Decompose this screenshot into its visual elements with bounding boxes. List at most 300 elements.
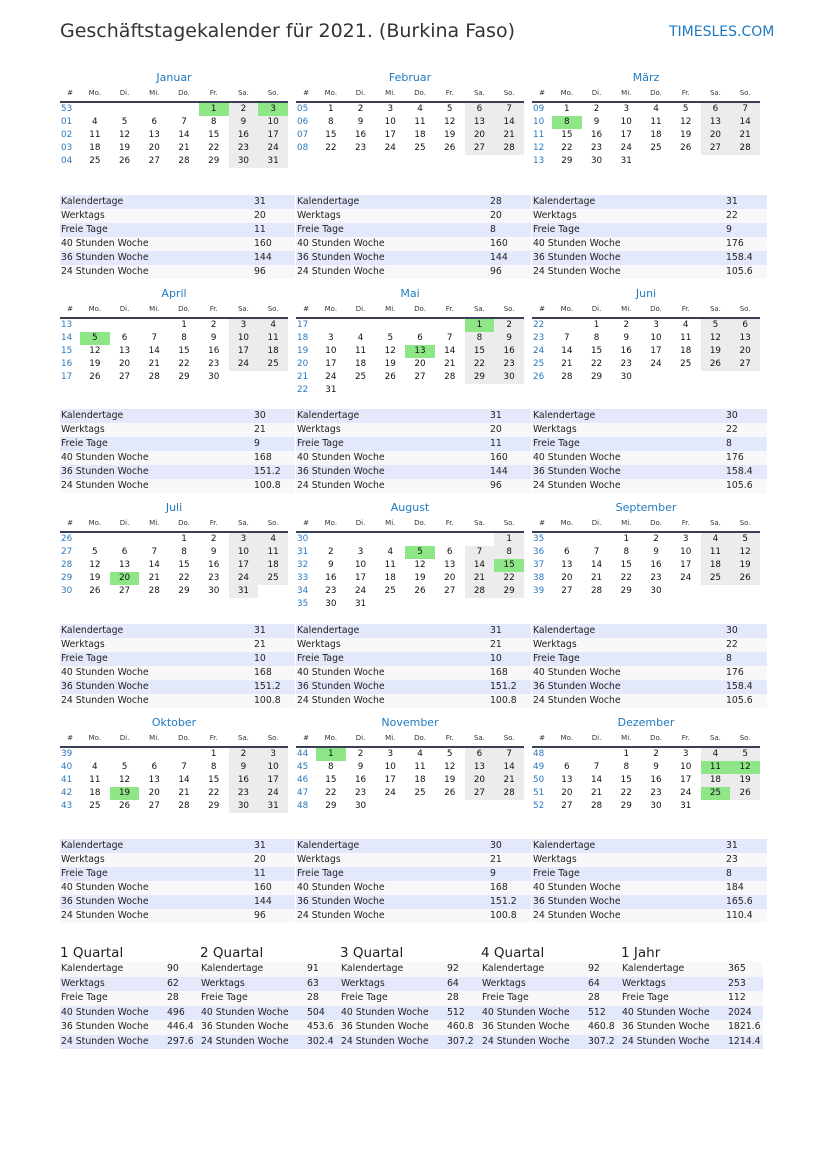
day-cell: 12: [414, 560, 426, 570]
stats-value: 22: [726, 210, 738, 221]
day-cell: 7: [730, 103, 760, 116]
stats-label: Freie Tage: [297, 438, 344, 449]
day-cell: 1: [623, 749, 630, 759]
stats-row: [200, 962, 342, 977]
day-cell: 26: [444, 143, 456, 153]
day-cell: 17: [680, 560, 692, 570]
day-cell: 2: [229, 103, 259, 116]
weekday-header: Di.: [110, 86, 140, 103]
stats-label: 36 Stunden Woche: [61, 896, 149, 907]
day-cell: [316, 533, 346, 546]
day-cell: [671, 371, 701, 384]
day-cell: 19: [730, 559, 760, 572]
stats-label: 40 Stunden Woche: [533, 238, 621, 249]
day-cell: 11: [650, 117, 662, 127]
week-number: 12: [533, 143, 545, 153]
day-cell: [701, 371, 731, 384]
stats-value: 92: [447, 963, 459, 974]
stats-label: Werktags: [61, 977, 105, 989]
day-cell: 17: [384, 775, 396, 785]
quarter-summary: [60, 945, 202, 1049]
stats-row: [532, 895, 767, 909]
week-number: 39: [61, 749, 73, 759]
weekday-header: #: [60, 516, 80, 533]
day-cell: [258, 371, 288, 384]
stats-label: 40 Stunden Woche: [61, 452, 149, 463]
week-number: 22: [533, 320, 545, 330]
weekday-header: #: [532, 302, 552, 319]
stats-row: [200, 1020, 342, 1035]
month-stats: [296, 409, 531, 493]
month-title: Februar: [388, 71, 432, 84]
day-cell: 15: [590, 346, 603, 356]
stats-row: [621, 1006, 763, 1021]
stats-row: [296, 437, 531, 451]
week-number: 25: [533, 359, 545, 369]
day-cell: 12: [680, 117, 692, 127]
stats-label: Freie Tage: [61, 868, 108, 879]
stats-row: [200, 1035, 342, 1050]
stats-label: 40 Stunden Woche: [622, 1006, 710, 1018]
day-cell: 23: [229, 787, 259, 800]
stats-label: 40 Stunden Woche: [201, 1006, 289, 1018]
page-title: Geschäftstagekalender für 2021. (Burkina Faso): [60, 20, 515, 42]
day-cell: 25: [258, 358, 288, 371]
day-cell: 9: [494, 332, 524, 345]
stats-label: 24 Stunden Woche: [61, 266, 149, 277]
day-cell: 8: [328, 117, 334, 127]
stats-label: 36 Stunden Woche: [297, 466, 385, 477]
month-grid: [532, 302, 760, 384]
stats-row: [60, 977, 202, 992]
day-cell: 25: [89, 156, 101, 166]
day-cell: 8: [465, 332, 495, 345]
day-cell: 7: [151, 333, 158, 343]
day-cell: 3: [653, 320, 659, 330]
stats-value: 1214.4: [728, 1035, 761, 1047]
week-number: 53: [61, 104, 73, 114]
week-number: 40: [61, 762, 73, 772]
month-calendar: [532, 286, 760, 384]
day-cell: 11: [384, 560, 396, 570]
week-number: 16: [61, 359, 73, 369]
week-number: 32: [297, 560, 309, 570]
month-grid: [60, 302, 288, 384]
day-cell: 17: [650, 346, 662, 356]
stats-label: 40 Stunden Woche: [61, 238, 149, 249]
day-cell: [465, 384, 495, 397]
day-cell: [435, 319, 465, 332]
day-cell: 14: [148, 346, 160, 356]
stats-label: 24 Stunden Woche: [201, 1035, 289, 1047]
stats-row: [340, 991, 482, 1006]
day-cell: 18: [414, 775, 426, 785]
day-cell: 3: [229, 533, 259, 546]
weekday-header: Fr.: [435, 516, 465, 533]
day-cell: [671, 155, 701, 168]
stats-row: [532, 237, 767, 251]
stats-row: [532, 209, 767, 223]
day-cell: 11: [258, 332, 288, 345]
day-cell: 28: [561, 372, 573, 382]
week-number: 19: [297, 346, 309, 356]
day-cell: [169, 748, 199, 761]
stats-row: [296, 652, 531, 666]
day-cell: 15: [325, 775, 337, 785]
stats-label: 24 Stunden Woche: [61, 1035, 149, 1047]
stats-row: [340, 1006, 482, 1021]
weekday-header: Di.: [346, 302, 376, 319]
day-cell: 24: [229, 572, 259, 585]
day-cell: [139, 533, 169, 546]
day-cell: [465, 800, 495, 813]
stats-value: 307.2: [588, 1035, 615, 1047]
day-cell: 30: [650, 801, 662, 811]
stats-row: [60, 251, 295, 265]
weekday-header: So.: [730, 302, 760, 319]
day-cell: [730, 585, 760, 598]
stats-value: 460.8: [588, 1021, 615, 1032]
stats-label: 24 Stunden Woche: [61, 910, 149, 921]
day-cell: 22: [178, 359, 190, 369]
week-number: 11: [533, 130, 545, 140]
day-cell: 6: [121, 333, 128, 343]
stats-value: 96: [254, 266, 266, 277]
week-number: 09: [533, 104, 545, 114]
weekday-header: Fr.: [671, 516, 701, 533]
quarter-title: 1 Quartal: [60, 945, 124, 961]
day-cell: 26: [89, 372, 101, 382]
weekday-header: #: [60, 302, 80, 319]
day-cell: [435, 384, 465, 397]
stats-label: Werktags: [341, 977, 385, 989]
day-cell: 16: [620, 346, 632, 356]
quarter-title: 2 Quartal: [200, 945, 264, 961]
stats-row: [60, 881, 295, 895]
day-cell: 19: [680, 130, 692, 140]
stats-value: 160: [490, 452, 508, 463]
day-cell: 24: [258, 787, 288, 800]
weekday-header: So.: [730, 86, 760, 103]
day-cell: 19: [384, 359, 396, 369]
week-number: 05: [297, 104, 309, 114]
weekday-header: Fr.: [671, 731, 701, 748]
stats-row: [60, 839, 295, 853]
day-cell: 4: [417, 749, 423, 759]
day-cell: 26: [701, 358, 731, 371]
day-cell: 31: [229, 585, 259, 598]
day-cell: 6: [564, 762, 570, 772]
day-cell: 27: [730, 358, 760, 371]
stats-label: Kalendertage: [482, 963, 545, 974]
stats-value: 297.6: [167, 1035, 194, 1047]
stats-row: [532, 867, 767, 881]
week-number: 18: [297, 333, 309, 343]
month-grid: [296, 731, 524, 813]
day-cell: [110, 319, 140, 332]
day-cell: [465, 598, 495, 611]
stats-value: 100.8: [490, 910, 517, 921]
month-calendar: [532, 70, 760, 168]
stats-label: Werktags: [61, 424, 105, 435]
day-cell: 17: [680, 775, 692, 785]
week-number: 29: [61, 573, 73, 583]
weekday-header: #: [60, 731, 80, 748]
stats-value: 20: [490, 210, 502, 221]
weekday-header: So.: [730, 731, 760, 748]
stats-row: [296, 666, 531, 680]
stats-label: 36 Stunden Woche: [61, 466, 149, 477]
day-cell: 12: [89, 560, 101, 570]
stats-value: 30: [726, 625, 738, 636]
month-title: Mai: [400, 287, 420, 300]
day-cell: 25: [414, 788, 426, 798]
day-cell: [435, 533, 465, 546]
day-cell: 4: [92, 762, 98, 772]
day-cell: 8: [593, 333, 600, 343]
stats-label: Werktags: [61, 210, 105, 221]
stats-value: 105.6: [726, 695, 753, 706]
day-cell: 16: [650, 775, 662, 785]
day-cell: 8: [210, 117, 217, 127]
day-cell: 22: [208, 788, 220, 798]
stats-label: 40 Stunden Woche: [61, 667, 149, 678]
day-cell: 27: [465, 142, 495, 155]
stats-row: [532, 251, 767, 265]
day-cell: 9: [229, 761, 259, 774]
day-cell: 23: [325, 586, 337, 596]
stats-label: Werktags: [533, 639, 577, 650]
weekday-header: Fr.: [435, 302, 465, 319]
day-cell: 9: [210, 333, 217, 343]
day-cell: 21: [444, 359, 456, 369]
stats-row: [532, 195, 767, 209]
day-cell: 13: [118, 346, 131, 356]
month-title: Oktober: [151, 716, 197, 729]
day-cell: [494, 598, 524, 611]
day-cell: 25: [650, 143, 662, 153]
weekday-header: So.: [258, 516, 288, 533]
day-cell: 21: [494, 129, 524, 142]
day-cell: 10: [229, 332, 259, 345]
month-calendar: [60, 70, 288, 168]
week-number: 26: [533, 372, 545, 382]
day-cell: 9: [357, 762, 364, 772]
week-number: 39: [533, 586, 545, 596]
day-cell: 21: [148, 359, 160, 369]
stats-label: 40 Stunden Woche: [297, 452, 385, 463]
stats-row: [60, 209, 295, 223]
week-number: 33: [297, 573, 309, 583]
day-cell: 26: [730, 572, 760, 585]
stats-value: 31: [254, 840, 266, 851]
day-cell: 1: [181, 320, 187, 330]
day-cell: 12: [118, 775, 131, 785]
stats-value: 160: [254, 882, 272, 893]
day-cell: 12: [89, 346, 101, 356]
stats-value: 62: [167, 977, 179, 989]
stats-row: [60, 465, 295, 479]
stats-row: [532, 265, 767, 279]
weekday-header: Mo.: [80, 86, 110, 103]
day-cell: 4: [357, 333, 364, 343]
day-cell: 14: [730, 116, 760, 129]
day-cell: 15: [178, 560, 190, 570]
day-cell: [465, 533, 495, 546]
stats-value: 10: [254, 653, 266, 664]
stats-value: 30: [254, 410, 266, 421]
day-cell: 18: [258, 559, 288, 572]
weekday-header: Mo.: [80, 731, 110, 748]
stats-value: 10: [490, 653, 502, 664]
day-cell: 31: [620, 156, 632, 166]
stats-row: [340, 977, 482, 992]
day-cell: [641, 371, 671, 384]
stats-row: [60, 265, 295, 279]
stats-label: 40 Stunden Woche: [297, 238, 385, 249]
stats-label: Freie Tage: [341, 992, 388, 1003]
stats-label: 36 Stunden Woche: [533, 681, 621, 692]
stats-label: 24 Stunden Woche: [533, 910, 621, 921]
day-cell: 5: [405, 546, 435, 559]
day-cell: 9: [623, 333, 630, 343]
day-cell: 28: [590, 586, 603, 596]
day-cell: 3: [682, 749, 689, 759]
stats-label: 24 Stunden Woche: [622, 1035, 710, 1047]
day-cell: [229, 371, 259, 384]
stats-label: 40 Stunden Woche: [61, 1006, 149, 1018]
day-cell: 11: [414, 762, 426, 772]
stats-label: 36 Stunden Woche: [61, 681, 149, 692]
stats-row: [532, 839, 767, 853]
day-cell: 23: [650, 788, 662, 798]
stats-label: Freie Tage: [533, 653, 580, 664]
stats-value: 365: [728, 963, 746, 974]
day-cell: 7: [446, 333, 453, 343]
stats-row: [532, 223, 767, 237]
day-cell: 13: [561, 775, 573, 785]
stats-row: [60, 223, 295, 237]
day-cell: 16: [208, 560, 220, 570]
day-cell: 5: [446, 104, 453, 114]
stats-label: 36 Stunden Woche: [533, 252, 621, 263]
day-cell: 19: [444, 775, 456, 785]
weekday-header: Sa.: [229, 86, 259, 103]
stats-value: 168: [254, 452, 272, 463]
day-cell: 25: [384, 586, 396, 596]
week-number: 37: [533, 560, 545, 570]
stats-label: 24 Stunden Woche: [533, 695, 621, 706]
day-cell: 2: [593, 104, 600, 114]
stats-row: [60, 666, 295, 680]
stats-label: 40 Stunden Woche: [533, 882, 621, 893]
stats-row: [60, 479, 295, 493]
stats-row: [296, 209, 531, 223]
month-grid: [296, 302, 524, 397]
day-cell: 20: [110, 572, 140, 585]
weekday-header: Do.: [169, 516, 199, 533]
stats-label: Werktags: [482, 977, 526, 989]
day-cell: 30: [620, 372, 632, 382]
day-cell: 15: [178, 346, 190, 356]
day-cell: 19: [701, 345, 731, 358]
day-cell: 30: [208, 372, 220, 382]
stats-value: 446.4: [167, 1021, 194, 1032]
month-grid: [60, 86, 288, 168]
stats-label: Freie Tage: [61, 653, 108, 664]
day-cell: 23: [208, 573, 220, 583]
month-stats: [532, 409, 767, 493]
stats-value: 28: [447, 992, 459, 1003]
stats-value: 165.6: [726, 896, 753, 907]
week-number: 47: [297, 788, 309, 798]
weekday-header: Sa.: [701, 516, 731, 533]
weekday-header: #: [296, 302, 316, 319]
week-number: 20: [297, 359, 309, 369]
week-number: 44: [297, 749, 309, 759]
day-cell: [582, 533, 612, 546]
quarter-rows: [481, 962, 623, 1049]
week-number: 13: [533, 156, 545, 166]
day-cell: 29: [465, 371, 495, 384]
stats-value: 30: [726, 410, 738, 421]
site-link[interactable]: TIMESLES.COM: [669, 24, 775, 40]
stats-row: [60, 195, 295, 209]
stats-value: 22: [726, 424, 738, 435]
stats-row: [296, 251, 531, 265]
day-cell: 4: [92, 117, 98, 127]
weekday-header: Di.: [110, 731, 140, 748]
stats-value: 96: [490, 266, 502, 277]
week-number: 17: [61, 372, 73, 382]
day-cell: 7: [494, 748, 524, 761]
day-cell: 10: [258, 116, 288, 129]
day-cell: 6: [730, 319, 760, 332]
day-cell: 12: [730, 546, 760, 559]
day-cell: 6: [446, 547, 453, 557]
day-cell: 26: [414, 586, 426, 596]
day-cell: 23: [354, 143, 367, 153]
stats-value: 21: [490, 639, 502, 650]
day-cell: 29: [178, 586, 190, 596]
week-number: 03: [61, 143, 73, 153]
week-number: 17: [297, 320, 309, 330]
day-cell: 15: [494, 559, 524, 572]
day-cell: [405, 533, 435, 546]
day-cell: 25: [89, 801, 101, 811]
stats-label: 40 Stunden Woche: [341, 1006, 429, 1018]
quarter-title: 4 Quartal: [481, 945, 545, 961]
weekday-header: So.: [494, 516, 524, 533]
stats-label: Freie Tage: [201, 992, 248, 1003]
day-cell: 15: [208, 130, 220, 140]
stats-row: [60, 237, 295, 251]
stats-label: 36 Stunden Woche: [533, 466, 621, 477]
day-cell: 17: [229, 345, 259, 358]
day-cell: 16: [650, 560, 662, 570]
stats-value: 176: [726, 452, 744, 463]
month-calendar: [60, 286, 288, 384]
weekday-header: Di.: [110, 302, 140, 319]
stats-value: 112: [728, 992, 746, 1003]
month-calendar: [60, 500, 288, 598]
weekday-header: Di.: [582, 516, 612, 533]
weekday-header: Di.: [346, 731, 376, 748]
day-cell: 27: [444, 586, 456, 596]
day-cell: 27: [561, 586, 573, 596]
stats-value: 28: [490, 196, 502, 207]
day-cell: 13: [465, 116, 495, 129]
